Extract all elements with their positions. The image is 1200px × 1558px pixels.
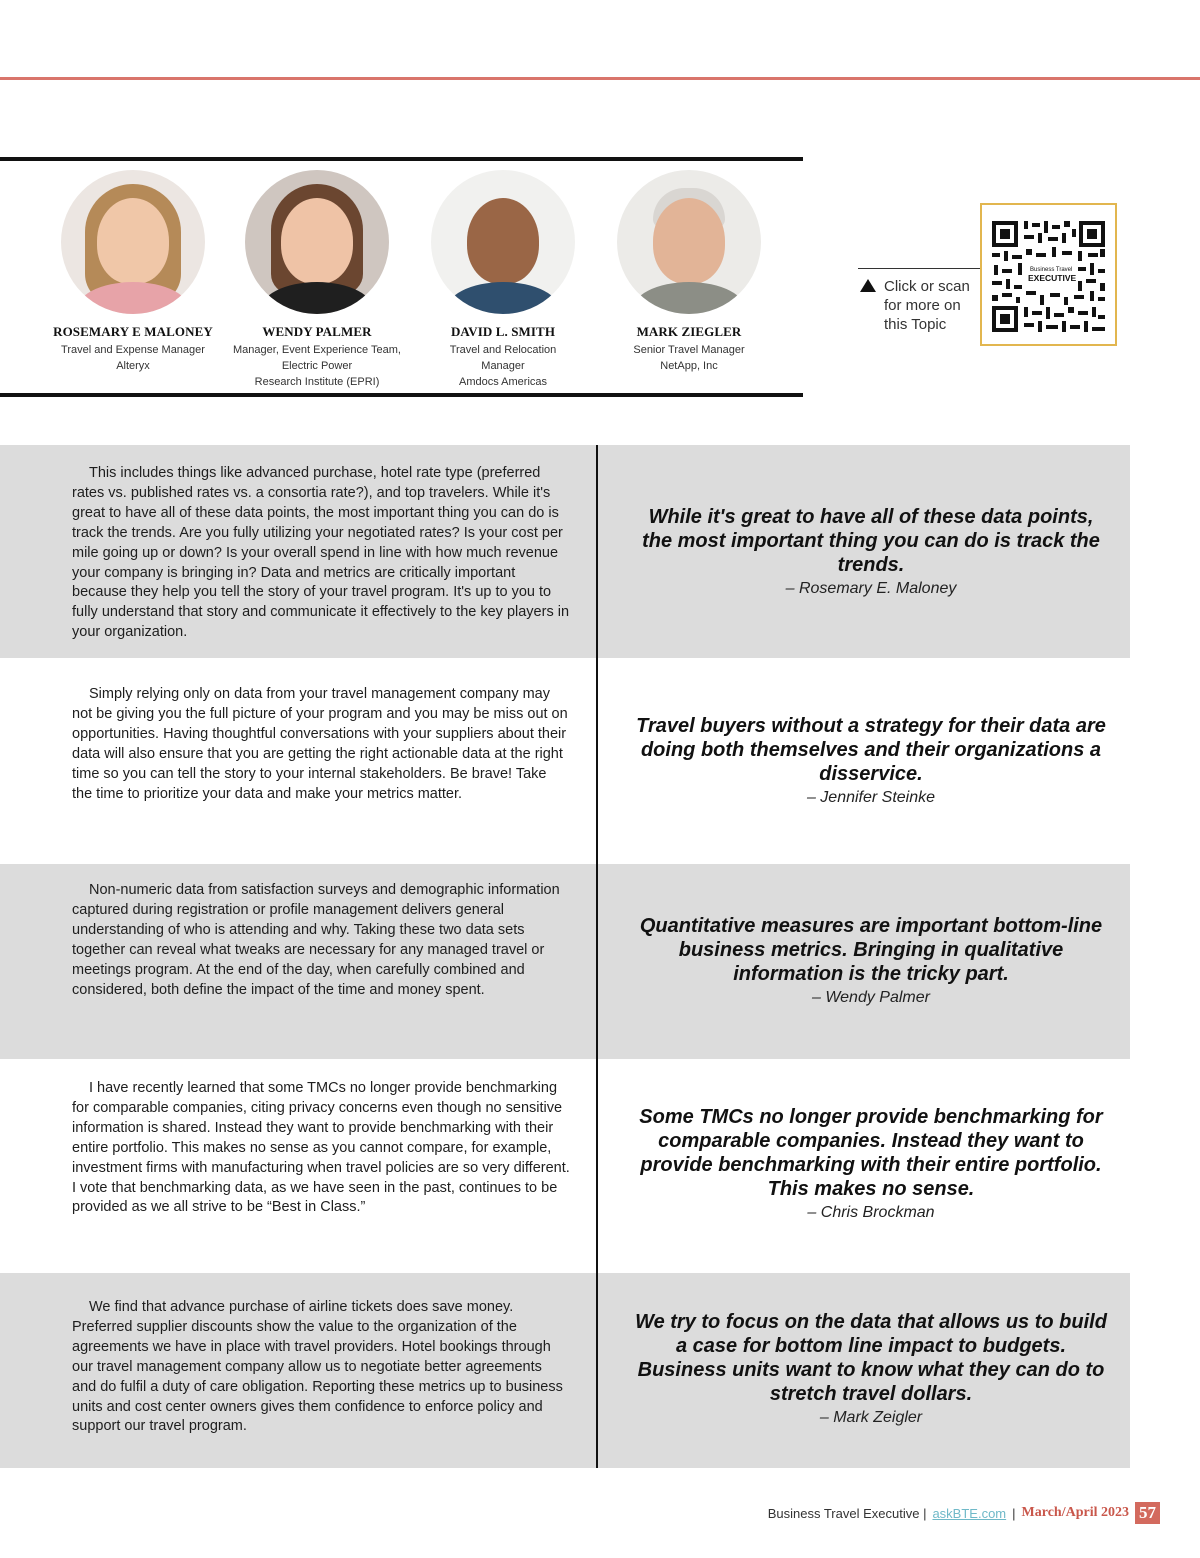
body-text: This includes things like advanced purchase, hotel rate type (preferred rates vs. published rates vs. a consortia rate?), and top travelers. While it's great to have all of these data points, the most important thing you can do is track the trends. Are you fully utilizing your negotiated rates? Is your cost per mile going up or down? Is your overall spend in line with how much revenue your company is bringing in? Data and metrics are critically important because they help you tell the story of your travel program. It's up to you to fully understand that story and communicate it effectively to the key players in your organization. (72, 465, 570, 641)
header-rule (0, 77, 1200, 80)
avatar (617, 170, 761, 314)
qr-code[interactable] (980, 203, 1117, 346)
contributor-card (408, 170, 598, 390)
quote-attribution: – Wendy Palmer (812, 989, 930, 1006)
quote-text: We try to focus on the data that allows us to build a case for bottom line impact to budgets. Business units want to know what they can do to stretch travel dollars. (635, 1311, 1107, 1405)
pull-quote (632, 714, 1110, 809)
contributor-title: Manager, Event Experience Team, Electric Power Research Institute (EPRI) (233, 344, 401, 388)
panel-rule-top (0, 157, 803, 161)
svg-text:EXECUTIVE: EXECUTIVE (1028, 273, 1077, 283)
body-text: I have recently learned that some TMCs no longer provide benchmarking for comparable companies, citing privacy concerns even though no sensitive information is shared. Instead they want to provide benchmarking with their entire portfolio. This makes no sense as you cannot compare, for example, investment firms with manufacturing when travel policies are so very different. I vote that benchmarking data, as we have seen in the past, continues to be provided as we all strive to be “Best in Class.” (72, 1080, 570, 1216)
content-rows (0, 445, 1130, 1468)
publication-name: Business Travel Executive | (767, 1505, 927, 1521)
content-row (0, 1273, 1130, 1468)
qr-caption-text: Click or scan for more on this Topic (884, 278, 970, 333)
contributor-name: DAVID L. SMITH (450, 324, 556, 339)
qr-code-icon (990, 219, 1107, 334)
avatar (431, 170, 575, 314)
quote-text: Some TMCs no longer provide benchmarking for comparable companies. Instead they want to provide benchmarking with their entire portfolio. This makes no sense. (639, 1106, 1103, 1200)
content-row (0, 864, 1130, 1059)
quote-text: Travel buyers without a strategy for their data are doing both themselves and their organizations a disservice. (636, 715, 1106, 785)
content-row (0, 658, 1130, 864)
body-text: Non-numeric data from satisfaction surveys and demographic information captured during registration or profile management delivers general understanding of who is attending and why. Taking these two data sets together can reveal what tweaks are necessary for any managed travel or meetings program. At the end of the day, when carefully combined and considered, both define the impact of the time and money spent. (72, 882, 560, 998)
footer-separator: | (1012, 1505, 1016, 1521)
page-number: 57 (1135, 1502, 1160, 1524)
panel-rule-bottom (0, 393, 803, 397)
contributor-title: Travel and Expense Manager Alteryx (61, 344, 205, 372)
qr-caption[interactable] (858, 268, 982, 334)
column-divider (596, 445, 598, 1468)
site-link[interactable]: askBTE.com (932, 1505, 1007, 1521)
content-row (0, 1059, 1130, 1273)
contributor-title: Travel and Relocation Manager Amdocs Americas (449, 344, 557, 388)
content-row (0, 445, 1130, 658)
triangle-up-icon (860, 279, 876, 292)
contributor-card (38, 170, 228, 374)
pull-quote (632, 1105, 1110, 1224)
quote-text: Quantitative measures are important bottom-line business metrics. Bringing in qualitative information is the tricky part. (639, 915, 1103, 985)
body-text: We find that advance purchase of airline tickets does save money. Preferred supplier discounts show the value to the organization of the agreements we have in place with travel providers. Hotel bookings through our travel management company allow us to negotiate better agreements and do fulfil a duty of care obligation. Reporting these metrics up to business units and cost center owners gives them confidence to enforce policy and support our travel program. (72, 1299, 563, 1435)
avatar (245, 170, 389, 314)
issue-date: March/April 2023 (1021, 1505, 1129, 1520)
quote-attribution: – Chris Brockman (807, 1204, 935, 1221)
pull-quote (632, 505, 1110, 600)
quote-text: While it's great to have all of these data points, the most important thing you can do is track the trends. (642, 506, 1100, 576)
body-text: Simply relying only on data from your travel management company may not be giving you the full picture of your program and you may be miss out on opportunities. Having thoughtful conversations with your suppliers about their data will also ensure that you are getting the right actionable data at the right time so you can tell the story to your internal stakeholders. Be brave! Take the time to prioritize your data and make your metrics matter. (72, 686, 568, 802)
page-footer (768, 1500, 1160, 1526)
contributor-card (222, 170, 412, 390)
contributor-name: ROSEMARY E MALONEY (53, 324, 213, 339)
quote-attribution: – Mark Zeigler (819, 1409, 923, 1426)
contributor-title: Senior Travel Manager NetApp, Inc (633, 344, 745, 372)
quote-attribution: – Rosemary E. Maloney (785, 580, 957, 597)
contributor-name: MARK ZIEGLER (636, 324, 742, 339)
contributor-card (594, 170, 784, 374)
quote-attribution: – Jennifer Steinke (806, 789, 936, 806)
pull-quote (632, 1310, 1110, 1429)
contributor-name: WENDY PALMER (262, 324, 372, 339)
avatar (61, 170, 205, 314)
pull-quote (632, 914, 1110, 1009)
svg-text:Business Travel: Business Travel (1030, 267, 1073, 273)
